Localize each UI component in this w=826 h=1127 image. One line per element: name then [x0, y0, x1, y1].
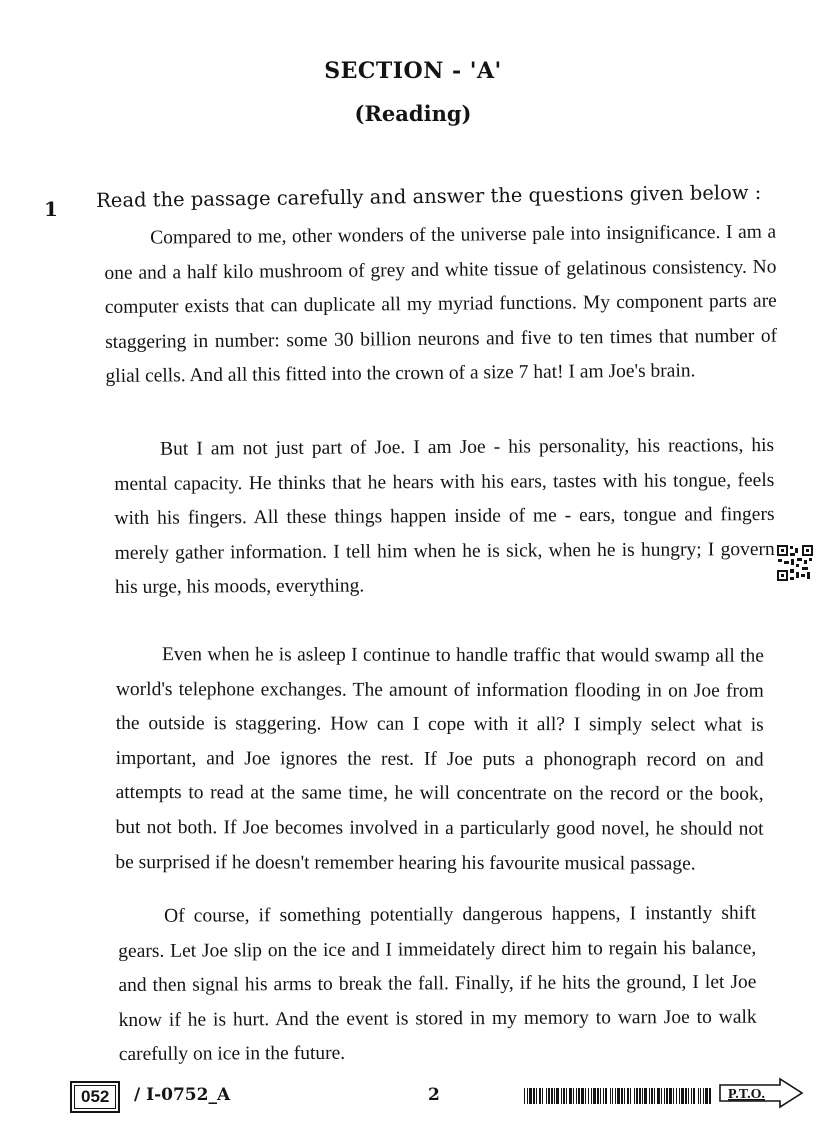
barcode-bar: [709, 1088, 711, 1104]
barcode-bar: [591, 1088, 592, 1104]
barcode-icon: [524, 1088, 712, 1104]
barcode-bar: [630, 1088, 631, 1104]
barcode-bar: [649, 1088, 650, 1104]
barcode-bar: [639, 1088, 641, 1104]
barcode-bar: [551, 1088, 553, 1104]
passage-paragraph-2: But I am not just part of Joe. I am Joe - his personality, his reactions, his mental capacity. He thinks that he hears with his ears, tastes with his tongue, feels with his fingers. All these things happen inside of me - ears, tongue and fingers merely gather information. I tell him when he is sick, when he is hungry; I govern his urge, his moods, everything.: [114, 434, 775, 599]
barcode-bar: [673, 1088, 674, 1104]
barcode-bar: [605, 1088, 607, 1104]
barcode-bar: [603, 1088, 604, 1104]
barcode-bar: [669, 1088, 672, 1104]
barcode-bar: [691, 1088, 692, 1104]
barcode-bar: [548, 1088, 550, 1104]
barcode-bar: [615, 1088, 616, 1104]
barcode-bar: [688, 1088, 689, 1104]
barcode-bar: [679, 1088, 680, 1104]
passage-paragraph-4: Of course, if something potentially dangerous happens, I instantly shift gears. Let Joe slip on the ice and I immeidately direct him to regain his balance, and then signal his arms to break the fall. Finally, if he hits the ground, I let Joe know if he is hurt. And the event is stored in my memory to warn Joe to walk carefully on ice in the future.: [118, 902, 757, 1066]
barcode-bar: [666, 1088, 668, 1104]
barcode-bar: [556, 1088, 559, 1104]
barcode-bar: [529, 1088, 532, 1104]
barcode-bar: [681, 1088, 684, 1104]
barcode-bar: [612, 1088, 613, 1104]
barcode-bar: [693, 1088, 695, 1104]
barcode-bar: [576, 1088, 577, 1104]
paper-number: / I-0752_A: [134, 1085, 231, 1105]
pto-arrow-icon: [718, 1077, 804, 1109]
barcode-bar: [651, 1088, 653, 1104]
barcode-bar: [600, 1088, 601, 1104]
barcode-bar: [700, 1088, 701, 1104]
barcode-bar: [533, 1088, 535, 1104]
barcode-bar: [705, 1088, 708, 1104]
barcode-bar: [527, 1088, 528, 1104]
section-title: SECTION - 'A': [324, 58, 502, 84]
barcode-bar: [610, 1088, 611, 1104]
barcode-bar: [642, 1088, 643, 1104]
qr-code-icon: [776, 544, 814, 582]
page-number: 2: [428, 1085, 440, 1105]
question-instruction: Read the passage carefully and answer the questions given below :: [96, 180, 762, 212]
barcode-bar: [542, 1088, 543, 1104]
barcode-bar: [563, 1088, 565, 1104]
barcode-bar: [664, 1088, 665, 1104]
barcode-bar: [554, 1088, 555, 1104]
barcode-bar: [636, 1088, 638, 1104]
barcode-bar: [621, 1088, 623, 1104]
barcode-bar: [703, 1088, 704, 1104]
paper-code-box: [70, 1081, 120, 1113]
barcode-bar: [624, 1088, 625, 1104]
barcode-bar: [585, 1088, 586, 1104]
barcode-bar: [617, 1088, 620, 1104]
barcode-bar: [546, 1088, 547, 1104]
barcode-bar: [627, 1088, 629, 1104]
barcode-bar: [597, 1088, 599, 1104]
question-number: 1: [44, 197, 58, 221]
paper-code: 052: [74, 1085, 116, 1109]
barcode-bar: [561, 1088, 562, 1104]
barcode-bar: [644, 1088, 647, 1104]
barcode-bar: [569, 1088, 572, 1104]
barcode-bar: [593, 1088, 596, 1104]
barcode-bar: [588, 1088, 589, 1104]
page-footer: [0, 1075, 826, 1115]
barcode-bar: [573, 1088, 574, 1104]
barcode-bar: [536, 1088, 537, 1104]
barcode-bar: [698, 1088, 699, 1104]
pto-label: P.T.O.: [728, 1087, 765, 1102]
barcode-bar: [581, 1088, 584, 1104]
barcode-bar: [634, 1088, 635, 1104]
barcode-bar: [654, 1088, 655, 1104]
barcode-bar: [676, 1088, 677, 1104]
barcode-bar: [524, 1088, 525, 1104]
barcode-bar: [566, 1088, 567, 1104]
barcode-bar: [657, 1088, 660, 1104]
barcode-bar: [661, 1088, 662, 1104]
section-subtitle: (Reading): [354, 101, 472, 126]
barcode-bar: [578, 1088, 580, 1104]
passage-paragraph-1: Compared to me, other wonders of the universe pale into insignificance. I am a one and a half kilo mushroom of grey and white tissue of gelatinous consistency. No computer exists that can duplicate all my myriad functions. My component parts are staggering in number: some 30 billion neurons and five to ten times that number of glial cells. And all this fitted into the crown of a size 7 hat! I am Joe's brain.: [104, 221, 778, 388]
barcode-bar: [685, 1088, 687, 1104]
barcode-bar: [539, 1088, 541, 1104]
passage-paragraph-3: Even when he is asleep I continue to handle traffic that would swamp all the world's telephone exchanges. The amount of information flooding in on Joe from the outside is staggering. How can I cope with it all? I simply select what is important, and Joe ignores the rest. If Joe puts a phonograph record on and attempts to read at the same time, he will concentrate on the record or the book, but not both. If Joe becomes involved in a particularly good novel, he should not be surprised if he doesn't remember hearing his favourite musical passage.: [115, 644, 764, 875]
